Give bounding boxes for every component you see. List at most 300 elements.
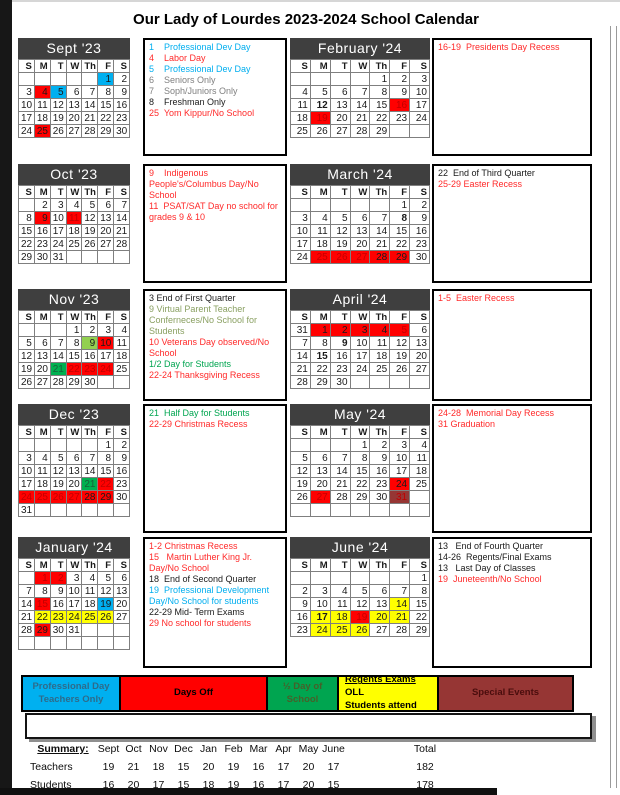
month-title: May '24 [290,404,430,425]
day-cell: 24 [390,478,410,491]
note-line: 22 End of Third Quarter [438,168,535,178]
summary-month-label: Sept [97,743,120,755]
day-cell: 17 [66,598,82,611]
day-cell: 12 [350,598,370,611]
day-cell: 22 [310,363,330,376]
day-cell: 14 [390,598,410,611]
day-cell: 19 [98,598,114,611]
day-cell: 4 [330,585,350,598]
day-cell: 7 [114,199,130,212]
month-calendar [290,404,430,517]
day-cell: 10 [291,225,311,238]
note-line: 9 Virtual Parent Teacher Conferneces/No School for Students [149,303,260,336]
day-cell [98,637,114,650]
day-cell: 24 [19,125,35,138]
day-cell: 3 [310,585,330,598]
day-cell: 1 [98,439,114,452]
day-cell: 28 [82,125,98,138]
day-cell: 19 [291,478,311,491]
day-cell [82,624,98,637]
day-cell: 18 [291,112,311,125]
day-cell: 27 [350,251,370,264]
weekday-header-cell: T [50,559,66,572]
day-cell [34,439,50,452]
day-cell: 30 [114,125,130,138]
day-cell [34,324,50,337]
weekday-header-cell: Th [82,186,98,199]
note-line: 5 Professional Dev Day [149,63,251,74]
day-cell: 24 [98,363,114,376]
day-cell: 19 [82,225,98,238]
note-line: 11 PSAT/SAT Day no school for grades 9 & 10 [149,200,281,222]
note-line: 13 End of Fourth Quarter [438,541,544,551]
day-cell: 3 [19,86,35,99]
day-cell: 9 [34,212,50,225]
note-line: 19 Professional Development Day/No School for students [149,584,272,606]
day-cell: 8 [98,86,114,99]
summary-value: 20 [202,761,215,773]
legend-label: ½ Day of [282,680,323,692]
day-cell: 12 [50,99,66,112]
day-cell: 26 [50,125,66,138]
month-calendar [18,289,130,389]
weekday-header-cell: F [98,60,114,73]
day-cell [310,199,330,212]
month-title: February '24 [290,38,430,59]
note-line: 21 Half Day for Students [149,408,250,418]
legend [21,675,574,712]
day-cell: 2 [390,73,410,86]
day-cell: 9 [330,337,350,350]
summary-row [30,758,448,776]
summary-value: 16 [102,779,115,791]
weekday-header-cell: T [50,426,66,439]
note-line: 18 End of Second Quarter [149,573,257,584]
day-cell: 28 [330,491,350,504]
day-cell: 1 [370,73,390,86]
day-cell: 20 [410,350,430,363]
day-cell: 19 [19,363,35,376]
day-cell: 8 [34,585,50,598]
day-cell: 6 [330,86,350,99]
day-cell [19,324,35,337]
weekday-header-cell: S [410,311,430,324]
summary-value: 15 [177,761,190,773]
month-grid [18,425,130,517]
summary-value: 19 [227,761,240,773]
day-cell [98,504,114,517]
day-cell: 11 [34,99,50,112]
day-cell: 17 [19,112,35,125]
day-cell: 2 [82,324,98,337]
day-cell: 28 [114,238,130,251]
day-cell: 14 [370,225,390,238]
day-cell: 24 [410,112,430,125]
weekday-header-cell: Th [82,60,98,73]
month-grid [18,185,130,264]
legend-label: Special Events [471,687,540,699]
day-cell: 24 [50,238,66,251]
day-cell: 26 [330,251,350,264]
day-cell [410,504,430,517]
weekday-header-cell: W [66,311,82,324]
day-cell [66,637,82,650]
day-cell: 17 [291,238,311,251]
day-cell: 31 [390,491,410,504]
day-cell: 8 [19,212,35,225]
month-calendar [290,38,430,138]
day-cell: 5 [390,324,410,337]
day-cell [310,73,330,86]
day-cell: 6 [34,337,50,350]
day-cell [370,376,390,389]
day-cell [114,624,130,637]
day-cell: 16 [370,465,390,478]
day-cell: 4 [410,439,430,452]
day-cell [370,504,390,517]
day-cell: 25 [34,491,50,504]
month-calendar [18,164,130,264]
day-cell: 11 [66,212,82,225]
day-cell [98,624,114,637]
day-cell [310,572,330,585]
day-cell: 11 [291,99,311,112]
day-cell: 7 [82,86,98,99]
day-cell [350,73,370,86]
day-cell: 2 [50,572,66,585]
day-cell [330,504,350,517]
day-cell: 5 [330,212,350,225]
day-cell: 10 [50,212,66,225]
day-cell: 7 [19,585,35,598]
summary-month-label: June [322,743,345,755]
summary-value: 21 [127,761,140,773]
day-cell: 12 [310,99,330,112]
day-cell: 26 [98,611,114,624]
notes-box [143,404,287,533]
summary-total-value: 182 [416,761,434,773]
day-cell: 28 [350,125,370,138]
day-cell: 25 [114,363,130,376]
day-cell: 14 [291,350,311,363]
summary-value: 17 [277,761,290,773]
notes-box [143,38,287,156]
weekday-header-cell: W [350,60,370,73]
day-cell: 12 [390,337,410,350]
day-cell [291,439,311,452]
day-cell: 26 [82,238,98,251]
day-cell: 9 [410,212,430,225]
day-cell: 3 [291,212,311,225]
summary-month-label: Nov [149,743,168,755]
day-cell: 24 [19,491,35,504]
day-cell [82,73,98,86]
note-line: 16-19 Presidents Day Recess [438,42,560,52]
day-cell [291,199,311,212]
weekday-header-cell: Th [370,426,390,439]
day-cell [34,73,50,86]
day-cell [390,572,410,585]
summary-row [30,776,448,794]
month-grid [18,59,130,138]
legend-box-professional-day [21,675,121,712]
day-cell: 10 [19,465,35,478]
day-cell [350,572,370,585]
day-cell: 22 [19,238,35,251]
day-cell: 17 [350,350,370,363]
day-cell: 19 [390,350,410,363]
legend-footer-box [25,713,592,739]
day-cell [50,73,66,86]
day-cell: 7 [291,337,311,350]
weekday-header-cell: W [350,426,370,439]
day-cell: 25 [330,624,350,637]
day-cell [410,376,430,389]
summary-month-label: Dec [174,743,193,755]
day-cell: 14 [50,350,66,363]
note-line: 1-2 Christmas Recess [149,541,238,551]
note-line: 15 Martin Luther King Jr. Day/No School [149,551,255,573]
month-title: June '24 [290,537,430,558]
weekday-header-cell: F [390,559,410,572]
day-cell: 26 [350,624,370,637]
legend-label: School [286,693,319,705]
day-cell: 25 [370,363,390,376]
day-cell: 10 [410,86,430,99]
month-title: Oct '23 [18,164,130,185]
day-cell: 7 [82,452,98,465]
note-line: 4 Labor Day [149,52,206,63]
weekday-header-cell: S [114,186,130,199]
day-cell: 16 [291,611,311,624]
day-cell: 27 [66,491,82,504]
day-cell: 22 [350,478,370,491]
weekday-header-cell: T [330,60,350,73]
day-cell: 10 [19,99,35,112]
day-cell: 23 [291,624,311,637]
weekday-header-cell: W [66,559,82,572]
note-line: 6 Seniors Only [149,74,216,85]
day-cell: 22 [66,363,82,376]
day-cell: 13 [98,212,114,225]
note-line: 8 Freshman Only [149,96,226,107]
day-cell: 26 [19,376,35,389]
day-cell: 13 [114,585,130,598]
day-cell: 30 [34,251,50,264]
day-cell: 29 [98,491,114,504]
day-cell: 2 [114,73,130,86]
calendar-row [18,164,592,283]
summary-value: 16 [252,761,265,773]
day-cell: 3 [350,324,370,337]
note-line: 25 Yom Kippur/No School [149,107,255,118]
day-cell [66,504,82,517]
month-calendar [290,537,430,637]
day-cell [82,251,98,264]
day-cell: 30 [50,624,66,637]
weekday-header-cell: S [291,426,311,439]
day-cell: 8 [390,212,410,225]
day-cell: 18 [34,478,50,491]
day-cell: 18 [370,350,390,363]
day-cell: 1 [34,572,50,585]
day-cell [19,439,35,452]
day-cell: 7 [50,337,66,350]
day-cell: 26 [390,363,410,376]
month-title: March '24 [290,164,430,185]
day-cell: 1 [310,324,330,337]
day-cell: 24 [350,363,370,376]
note-line: 14-26 Regents/Final Exams [438,551,552,562]
day-cell: 29 [390,251,410,264]
day-cell: 8 [350,452,370,465]
weekday-header-cell: T [330,186,350,199]
notes-box [143,537,287,668]
day-cell: 3 [390,439,410,452]
day-cell: 19 [50,112,66,125]
day-cell: 18 [66,225,82,238]
day-cell: 15 [410,598,430,611]
day-cell: 9 [114,452,130,465]
month-title: January '24 [18,537,130,558]
weekday-header-cell: Th [82,311,98,324]
note-line: 10 Veterans Day observed/No School [149,336,272,358]
day-cell: 4 [370,324,390,337]
day-cell [330,572,350,585]
day-cell: 3 [98,324,114,337]
day-cell: 5 [98,572,114,585]
day-cell: 19 [330,238,350,251]
weekday-header-cell: S [410,426,430,439]
day-cell [390,125,410,138]
day-cell [114,637,130,650]
day-cell: 18 [310,238,330,251]
day-cell: 18 [34,112,50,125]
calendar-row [18,38,592,156]
summary-value: 15 [327,779,340,791]
weekday-header-cell: S [114,60,130,73]
note-line: 24-28 Memorial Day Recess [438,408,555,418]
day-cell: 1 [350,439,370,452]
day-cell [291,73,311,86]
day-cell: 11 [82,585,98,598]
legend-box-regents-exams [337,675,439,712]
summary-value: 20 [127,779,140,791]
summary-value: 17 [327,761,340,773]
day-cell: 27 [410,363,430,376]
day-cell: 8 [310,337,330,350]
day-cell: 20 [34,363,50,376]
month-calendar [290,164,430,264]
day-cell: 31 [19,504,35,517]
notes-box [432,164,592,283]
summary-total-label: Total [413,743,437,755]
day-cell: 20 [330,112,350,125]
day-cell: 29 [19,251,35,264]
day-cell [19,73,35,86]
page-title: Our Lady of Lourdes 2023-2024 School Calendar [133,11,479,28]
day-cell: 8 [410,585,430,598]
day-cell: 22 [410,611,430,624]
day-cell: 23 [390,112,410,125]
day-cell: 11 [370,337,390,350]
note-line: 9 Indigenous People's/Columbus Day/No School [149,168,262,200]
day-cell: 29 [98,125,114,138]
day-cell: 11 [330,598,350,611]
day-cell: 27 [66,125,82,138]
legend-label: Teachers Only [38,693,104,705]
day-cell: 28 [370,251,390,264]
day-cell: 30 [410,251,430,264]
note-line: 1/2 Day for Students [149,358,232,369]
day-cell: 15 [34,598,50,611]
notes-box [143,164,287,283]
day-cell [410,125,430,138]
day-cell [19,637,35,650]
day-cell: 22 [98,112,114,125]
legend-label: Students attend [345,699,417,711]
day-cell: 17 [390,465,410,478]
weekday-header-cell: T [330,559,350,572]
weekday-header-cell: S [410,559,430,572]
day-cell: 12 [19,350,35,363]
day-cell: 29 [410,624,430,637]
day-cell: 24 [66,611,82,624]
day-cell: 19 [350,611,370,624]
day-cell: 11 [410,452,430,465]
day-cell: 3 [50,199,66,212]
day-cell: 3 [66,572,82,585]
day-cell: 25 [34,125,50,138]
weekday-header-cell: S [19,186,35,199]
weekday-header-cell: F [98,311,114,324]
day-cell: 2 [370,439,390,452]
weekday-header-cell: T [50,311,66,324]
day-cell: 29 [310,376,330,389]
notes-box [432,289,592,401]
weekday-header-cell: Th [82,559,98,572]
month-calendar [18,38,130,138]
day-cell: 24 [310,624,330,637]
day-cell: 8 [98,452,114,465]
summary-month-label: Jan [200,743,217,755]
day-cell: 6 [370,585,390,598]
calendar-row [18,404,592,533]
day-cell: 12 [82,212,98,225]
note-line: 1-5 Easter Recess [438,293,515,303]
weekday-header-cell: M [310,60,330,73]
day-cell: 15 [370,99,390,112]
day-cell: 16 [114,99,130,112]
day-cell [82,637,98,650]
summary-value: 18 [202,779,215,791]
day-cell: 20 [310,478,330,491]
day-cell: 30 [82,376,98,389]
day-cell: 27 [34,376,50,389]
day-cell: 14 [82,465,98,478]
day-cell [82,439,98,452]
day-cell: 16 [410,225,430,238]
day-cell: 5 [310,86,330,99]
notes-box [432,404,592,533]
day-cell: 2 [34,199,50,212]
day-cell: 11 [34,465,50,478]
day-cell: 21 [291,363,311,376]
weekday-header-cell: Th [370,186,390,199]
summary-value: 15 [177,779,190,791]
summary-month-label: Oct [125,743,142,755]
note-line: 13 Last Day of Classes [438,562,536,573]
